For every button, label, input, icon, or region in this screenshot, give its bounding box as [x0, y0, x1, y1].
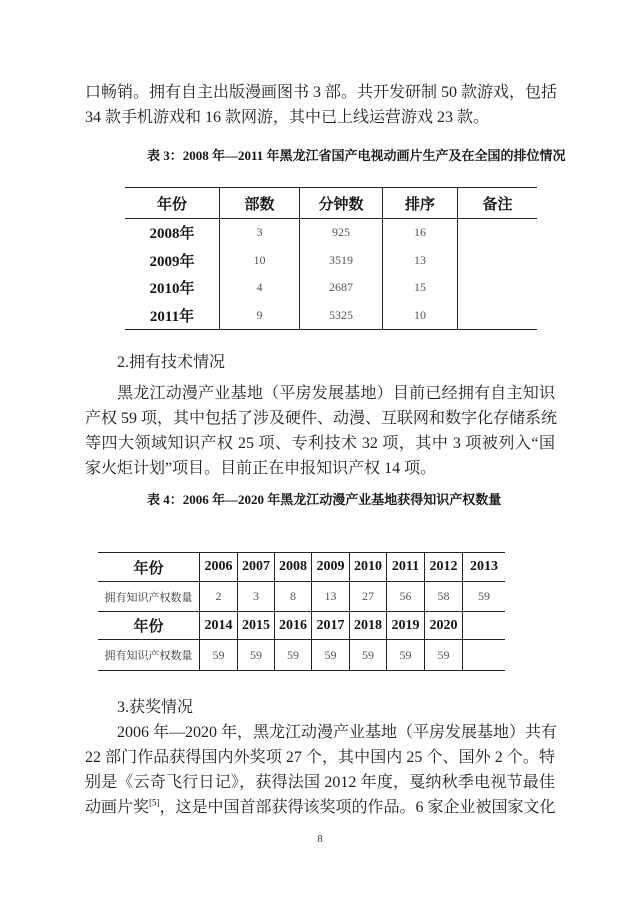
table4-year-header: 年份: [98, 553, 200, 582]
paragraph-line: [85, 795, 555, 820]
paragraph-line: 产权 59 项，其中包括了涉及硬件、动漫、互联网和数字化存储系统: [85, 410, 558, 427]
table3-rank-cell: 13: [383, 247, 458, 275]
table3-note-cell: [458, 302, 537, 330]
table4-year-cell: 2007: [238, 553, 275, 582]
table4-year-cell: 2012: [425, 553, 463, 582]
table3-header-minutes: 分钟数: [300, 188, 383, 219]
table4-count-cell: 59: [275, 640, 312, 670]
table3-count-cell: 3: [220, 219, 300, 247]
table4-count-cell: 59: [425, 640, 463, 670]
paragraph-line: 黑龙江动漫产业基地（平房发展基地）目前已经拥有自主知识: [117, 385, 555, 402]
paragraph-text: 动画片奖: [85, 799, 150, 816]
paragraph-line: 口畅销。拥有自主出版漫画图书 3 部。共开发研制 50 款游戏，包括: [85, 84, 558, 101]
table3: [125, 187, 537, 330]
table4-count-cell: 59: [350, 640, 387, 670]
table3-header-rank: 排序: [383, 188, 458, 219]
table4-year-cell: 2010: [350, 553, 387, 582]
table3-year-cell: 2009年: [125, 247, 220, 275]
footnote-ref: [5]: [149, 797, 160, 808]
table4-year-header: 年份: [98, 612, 200, 640]
table4-caption: 表 4：2006 年—2020 年黑龙江动漫产业基地获得知识产权数量: [147, 492, 502, 507]
table3-count-cell: 9: [220, 302, 300, 330]
paragraph-line: 家火炬计划”项目。目前正在申报知识产权 14 项。: [85, 460, 437, 477]
paragraph-line: 2006 年—2020 年，黑龙江动漫产业基地（平房发展基地）共有: [117, 724, 558, 741]
table3-rank-cell: 10: [383, 302, 458, 330]
table4-count-cell: 59: [463, 582, 505, 612]
paragraph-line: 22 部门作品获得国内外奖项 27 个，其中国内 25 个、国外 2 个。特: [85, 749, 555, 766]
table4-year-cell: 2008: [275, 553, 312, 582]
table4-year-cell: 2018: [350, 612, 387, 640]
table3-year-cell: 2011年: [125, 302, 220, 330]
table4-count-cell: 59: [238, 640, 275, 670]
table4-count-cell: 8: [275, 582, 312, 612]
page-number: 8: [317, 833, 323, 845]
paragraph-text: ，这是中国首部获得该奖项的作品。6 家企业被国家文化: [159, 799, 556, 816]
table3-header-count: 部数: [220, 188, 300, 219]
table4-count-cell: 59: [387, 640, 425, 670]
table3-header-year: 年份: [125, 188, 220, 219]
section-heading-awards: 3.获奖情况: [117, 699, 194, 716]
table4-year-cell: 2016: [275, 612, 312, 640]
table4-year-cell: 2014: [200, 612, 238, 640]
table3-year-cell: 2010年: [125, 274, 220, 302]
table4-count-label: 拥有知识产权数量: [98, 640, 200, 670]
table3-note-cell: [458, 247, 537, 275]
table4-count-cell: 2: [200, 582, 238, 612]
table4-year-cell: 2017: [312, 612, 350, 640]
table4-year-cell: 2006: [200, 553, 238, 582]
table3-caption: 表 3：2008 年—2011 年黑龙江省国产电视动画片生产及在全国的排位情况: [147, 148, 566, 163]
table3-year-cell: 2008年: [125, 219, 220, 247]
table3-note-cell: [458, 274, 537, 302]
table3-count-cell: 10: [220, 247, 300, 275]
table3-note-cell: [458, 219, 537, 247]
table3-rank-cell: 15: [383, 274, 458, 302]
table4-count-cell: 27: [350, 582, 387, 612]
table4-year-cell: 2015: [238, 612, 275, 640]
table4-year-cell: 2011: [387, 553, 425, 582]
table4-year-cell: 2020: [425, 612, 463, 640]
table4: [98, 552, 505, 671]
table4-empty-cell: [463, 640, 505, 670]
table4-count-cell: 59: [200, 640, 238, 670]
table3-minutes-cell: 925: [300, 219, 383, 247]
tech-paragraph: [85, 381, 558, 481]
table3-header-note: 备注: [458, 188, 537, 219]
intro-paragraph: [85, 80, 558, 130]
table4-count-cell: 3: [238, 582, 275, 612]
table3-minutes-cell: 2687: [300, 274, 383, 302]
table3-rank-cell: 16: [383, 219, 458, 247]
awards-paragraph: [85, 720, 558, 820]
table4-count-cell: 59: [312, 640, 350, 670]
paragraph-line: 等四大领域知识产权 25 项、专利技术 32 项，其中 3 项被列入“国: [85, 435, 555, 452]
table4-year-cell: 2013: [463, 553, 505, 582]
table4-count-cell: 58: [425, 582, 463, 612]
paragraph-line: 别是《云奇飞行日记》，获得法国 2012 年度，戛纳秋季电视节最佳: [85, 774, 555, 791]
table4-year-cell: 2019: [387, 612, 425, 640]
table4-count-cell: 13: [312, 582, 350, 612]
section-heading-tech: 2.拥有技术情况: [117, 354, 226, 371]
table3-minutes-cell: 3519: [300, 247, 383, 275]
paragraph-line: 34 款手机游戏和 16 款网游，其中已上线运营游戏 23 款。: [85, 109, 490, 126]
table3-minutes-cell: 5325: [300, 302, 383, 330]
table3-count-cell: 4: [220, 274, 300, 302]
table4-year-cell: 2009: [312, 553, 350, 582]
table4-count-label: 拥有知识产权数量: [98, 582, 200, 612]
table4-empty-cell: [463, 612, 505, 640]
table4-count-cell: 56: [387, 582, 425, 612]
